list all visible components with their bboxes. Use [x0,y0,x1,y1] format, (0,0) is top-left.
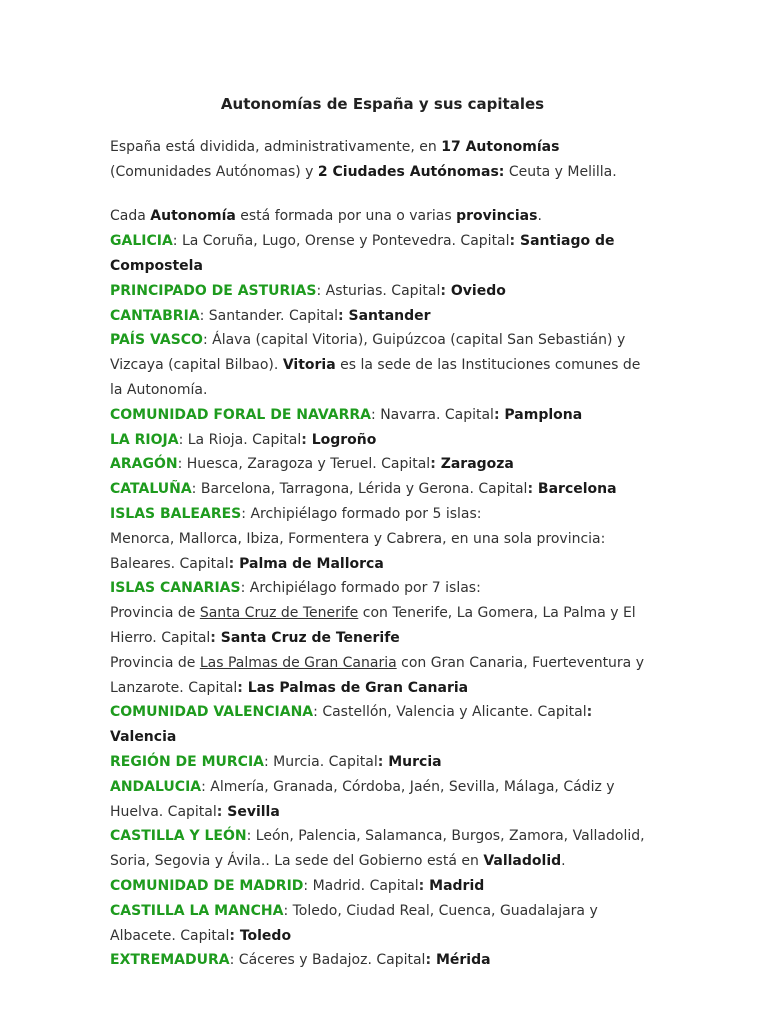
region-capital: Santiago de Compostela [110,233,615,274]
region-cantabria: CANTABRIA: Santander. Capital: Santander [110,307,431,324]
region-text: Álava (capital Vitoria), Guipúzcoa (capital San Sebastián) y Vizcaya (capital Bilbao). [110,332,626,374]
region-capital: Oviedo [450,282,506,299]
region-aragon: ARAGÓN: Huesca, Zaragoza y Teruel. Capital: Zaragoza [110,456,514,473]
cada-text: Cada [110,208,151,225]
region-text: Menorca, Mallorca, Ibiza, Formentera y Cabrera, en una sola provincia: Baleares. Capital [110,530,606,572]
region-name: ISLAS CANARIAS [110,580,241,597]
region-andalucia: ANDALUCIA: Almería, Granada, Córdoba, Jaén, Sevilla, Málaga, Cádiz y Huelva. Capital: Sevilla [110,778,615,820]
region-capital: Pamplona [504,406,583,423]
region-pais-vasco: PAÍS VASCO: Álava (capital Vitoria), Guipúzcoa (capital San Sebastián) y Vizcaya (capital Bilbao). Vitoria es la sede de las Instituciones comunes de la Autonomía. [110,332,641,398]
region-navarra: COMUNIDAD FORAL DE NAVARRA: Navarra. Capital: Pamplona [110,406,583,423]
region-name: COMUNIDAD VALENCIANA [110,704,314,721]
intro-text: (Comunidades Autónomas) y [110,163,318,180]
region-capital: Las Palmas de Gran Canaria [247,679,469,696]
region-text: Madrid. Capital [312,877,419,894]
region-name: CASTILLA LA MANCHA [110,902,284,919]
intro-text: España está dividida, administrativamente, en [110,138,442,155]
region-text: Provincia de [110,605,200,622]
region-capital: Toledo [239,927,292,944]
region-capital: Palma de Mallorca [239,555,384,572]
intro-text: Ceuta y Melilla. [504,163,617,180]
region-text: Archipiélago formado por 5 islas: [250,505,482,522]
region-baleares: ISLAS BALEARES: Archipiélago formado por 5 islas: [110,505,482,522]
region-text: con Gran Canaria, Fuerteventura y Lanzarote. Capital [110,654,644,696]
region-name: ANDALUCIA [110,778,202,795]
region-name: COMUNIDAD DE MADRID [110,877,304,894]
region-capital: Barcelona [537,481,617,498]
region-text: Provincia de [110,654,200,671]
region-name: PAÍS VASCO [110,332,203,349]
region-text: es la sede de las Instituciones comunes de la Autonomía. [110,357,641,398]
region-name: GALICIA [110,233,173,250]
region-capital: Vitoria [282,357,336,374]
region-capital: Valencia [110,729,177,746]
region-name: PRINCIPADO DE ASTURIAS [110,282,317,299]
region-text: Huesca, Zaragoza y Teruel. Capital [186,456,431,473]
region-text: Asturias. Capital [325,282,441,299]
region-name: CASTILLA Y LEÓN [110,828,247,845]
region-text: Barcelona, Tarragona, Lérida y Gerona. Capital [200,481,528,498]
region-text: . [561,853,566,870]
region-text: Murcia. Capital [273,753,378,770]
region-text: con Tenerife, La Gomera, La Palma y El Hierro. Capital [110,605,636,646]
region-castilla-la-mancha: CASTILLA LA MANCHA: Toledo, Ciudad Real, Cuenca, Guadalajara y Albacete. Capital: Toledo [110,902,598,944]
region-text: Navarra. Capital [380,406,494,423]
region-name: REGIÓN DE MURCIA [110,753,264,770]
region-capital: Madrid [429,877,485,894]
region-capital: Logroño [311,431,377,448]
region-capital: Santa Cruz de Tenerife [220,629,400,646]
region-text: Almería, Granada, Córdoba, Jaén, Sevilla, Málaga, Cádiz y Huelva. Capital [110,778,615,820]
region-extremadura: EXTREMADURA: Cáceres y Badajoz. Capital: Mérida [110,952,491,969]
canarias-provincia-las-palmas: Provincia de Las Palmas de Gran Canaria con Gran Canaria, Fuerteventura y Lanzarote. Capital: Las Palmas de Gran Canaria [110,654,644,696]
intro-paragraph [110,135,655,185]
region-capital: Mérida [435,952,491,969]
region-castilla-leon: CASTILLA Y LEÓN: León, Palencia, Salamanca, Burgos, Zamora, Valladolid, Soria, Segovia y Ávila.. La sede del Gobierno está en Valladolid. [110,828,645,870]
region-text: Cáceres y Badajoz. Capital [238,952,426,969]
region-capital: Zaragoza [440,456,514,473]
region-text: La Coruña, Lugo, Orense y Pontevedra. Capital [181,233,510,250]
region-text: León, Palencia, Salamanca, Burgos, Zamora, Valladolid, Soria, Segovia y Ávila.. La sede del Gobierno está en [110,828,645,870]
cada-text: . [537,208,542,225]
region-name: CANTABRIA [110,307,200,324]
provincia-link-las-palmas[interactable]: Las Palmas de Gran Canaria [199,654,397,671]
intro-count-autonomias: 17 Autonomías [441,138,560,155]
region-asturias: PRINCIPADO DE ASTURIAS: Asturias. Capital: Oviedo [110,282,506,299]
region-text: Castellón, Valencia y Alicante. Capital [322,704,587,721]
document-page [110,90,655,973]
cada-autonomia: Autonomía [150,208,236,225]
region-capital: Sevilla [227,803,280,820]
region-text: La Rioja. Capital [187,431,302,448]
baleares-islands: Menorca, Mallorca, Ibiza, Formentera y Cabrera, en una sola provincia: Baleares. Capital: Palma de Mallorca [110,530,606,572]
region-la-rioja: LA RIOJA: La Rioja. Capital: Logroño [110,431,377,448]
region-capital: Santander [348,307,431,324]
page-title: Autonomías de España y sus capitales [220,95,545,113]
region-cataluna: CATALUÑA: Barcelona, Tarragona, Lérida y Gerona. Capital: Barcelona [110,481,617,498]
cada-provincias: provincias [456,208,538,225]
region-canarias: ISLAS CANARIAS: Archipiélago formado por 7 islas: [110,580,481,597]
region-name: ISLAS BALEARES [110,505,242,522]
provincia-link-tenerife[interactable]: Santa Cruz de Tenerife [199,605,359,622]
region-name: CATALUÑA [110,481,192,498]
region-capital: Valladolid [483,853,562,870]
region-madrid: COMUNIDAD DE MADRID: Madrid. Capital: Madrid [110,877,485,894]
cada-text: está formada por una o varias [235,208,457,225]
canarias-provincia-tenerife: Provincia de Santa Cruz de Tenerife con Tenerife, La Gomera, La Palma y El Hierro. Capital: Santa Cruz de Tenerife [110,605,636,646]
region-name: COMUNIDAD FORAL DE NAVARRA [110,406,372,423]
spacer [110,184,655,204]
region-murcia: REGIÓN DE MURCIA: Murcia. Capital: Murcia [110,753,442,770]
region-valenciana: COMUNIDAD VALENCIANA: Castellón, Valencia y Alicante. Capital: Valencia [110,704,593,746]
region-galicia: GALICIA: La Coruña, Lugo, Orense y Pontevedra. Capital: Santiago de Compostela [110,233,615,274]
region-name: LA RIOJA [110,431,179,448]
region-text: Archipiélago formado por 7 islas: [249,580,481,597]
region-capital: Murcia [388,753,442,770]
region-text: Santander. Capital [208,307,339,324]
region-name: ARAGÓN [110,456,178,473]
cada-paragraph [110,204,655,229]
region-name: EXTREMADURA [110,952,230,969]
region-text: Toledo, Ciudad Real, Cuenca, Guadalajara y Albacete. Capital [110,902,598,944]
intro-count-ciudades: 2 Ciudades Autónomas: [317,163,505,180]
